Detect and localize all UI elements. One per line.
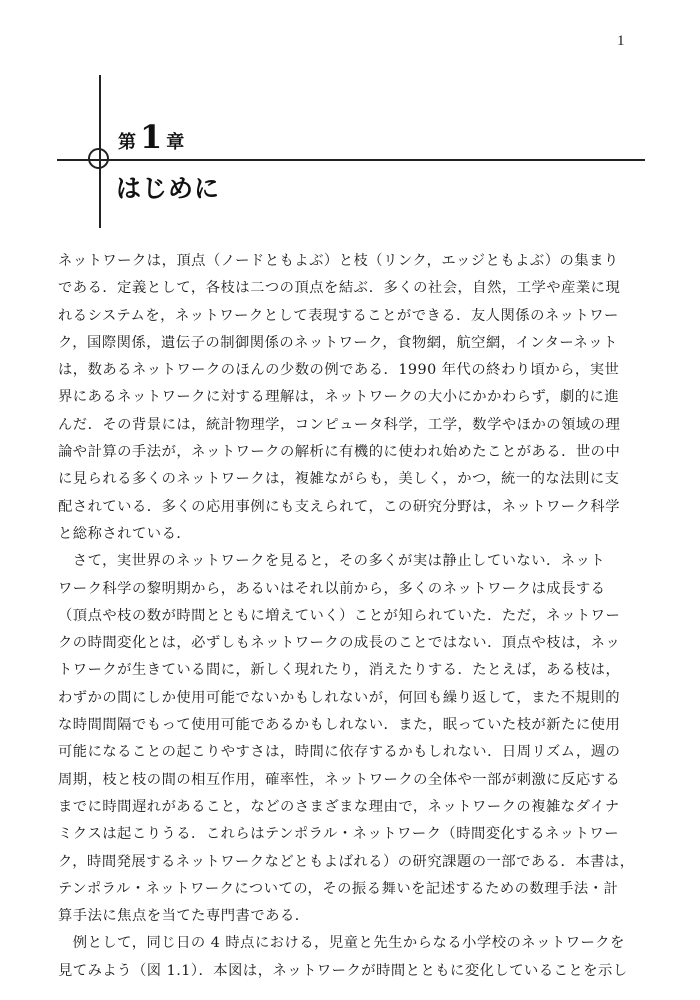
text-line: さて，実世界のネットワークを見ると，その多くが実は静止していない．ネット bbox=[58, 553, 606, 570]
text-line: ミクスは起こりうる．これらはテンポラル・ネットワーク（時間変化するネットワー bbox=[58, 826, 619, 843]
text-line: んだ．その背景には，統計物理学，コンピュータ科学，工学，数学やほかの領域の理 bbox=[58, 416, 621, 433]
text-line: ク，国際関係，遺伝子の制御関係のネットワーク，食物網，航空網，インターネット bbox=[58, 334, 618, 351]
text-line: までに時間遅れがあること，などのさまざまな理由で，ネットワークの複雑なダイナ bbox=[58, 798, 620, 815]
text-line: クの時間変化とは，必ずしもネットワークの成長のことではない．頂点や枝は，ネッ bbox=[58, 635, 621, 652]
chapter-ornament-horizontal-rule bbox=[57, 159, 645, 161]
text-line: 見てみよう（図 1.1）．本図は，ネットワークが時間とともに変化していることを示し bbox=[58, 962, 628, 979]
chapter-label bbox=[118, 118, 184, 158]
text-line: 算手法に焦点を当てた専門書である． bbox=[58, 908, 310, 925]
text-line: に見られる多くのネットワークは，複雑ながらも，美しく，かつ，統一的な法則に支 bbox=[58, 471, 620, 488]
text-line: である．定義として，各枝は二つの頂点を結ぶ．多くの社会，自然，工学や産業に現 bbox=[58, 280, 621, 297]
chapter-label-prefix: 第 bbox=[118, 132, 136, 153]
text-line: 可能になることの起こりやすさは，時間に依存するかもしれない．日周リズム，週の bbox=[58, 744, 621, 761]
text-line: トワークが生きている間に，新しく現れたり，消えたりする．たとえば，ある枝は， bbox=[58, 662, 621, 679]
text-line: 例として，同じ日の 4 時点における，児童と先生からなる小学校のネットワークを bbox=[58, 935, 625, 952]
text-line: テンポラル・ネットワークについての，その振る舞いを記述するための数理手法・計 bbox=[58, 880, 619, 897]
text-line: ネットワークは，頂点（ノードともよぶ）と枝（リンク，エッジともよぶ）の集まり bbox=[58, 253, 619, 269]
text-line: 界にあるネットワークに対する理解は，ネットワークの大小にかかわらず，劇的に進 bbox=[58, 389, 620, 406]
chapter-ornament-circle-icon bbox=[88, 148, 109, 169]
text-line: 周期，枝と枝の間の相互作用，確率性，ネットワークの全体や一部が刺激に反応する bbox=[58, 771, 621, 788]
text-line: 論や計算の手法が，ネットワークの解析に有機的に使われ始めたことがある．世の中 bbox=[58, 444, 621, 461]
text-line: ク，時間発展するネットワークなどともよばれる）の研究課題の一部である．本書は， bbox=[58, 853, 635, 870]
text-line: 配されている．多くの応用事例にも支えられて，この研究分野は，ネットワーク科学 bbox=[58, 498, 620, 515]
body-text bbox=[58, 248, 643, 985]
text-line: ワーク科学の黎明期から，あるいはそれ以前から，多くのネットワークは成長する bbox=[58, 580, 606, 597]
chapter-number: 1 bbox=[140, 118, 163, 156]
text-line: と総称されている． bbox=[58, 525, 192, 542]
chapter-title: はじめに bbox=[116, 174, 221, 203]
text-line: れるシステムを，ネットワークとして表現することができる．友人関係のネットワー bbox=[58, 307, 619, 324]
text-line: （頂点や枝の数が時間とともに増えていく）ことが知られていた．ただ，ネットワー bbox=[58, 607, 621, 624]
text-line: な時間間隔でもって使用可能であるかもしれない．また，眠っていた枝が新たに使用 bbox=[58, 717, 621, 734]
page-number: 1 bbox=[617, 33, 625, 49]
text-line: は，数あるネットワークのほんの少数の例である．1990 年代の終わり頃から，実世 bbox=[58, 362, 620, 379]
text-line: わずかの間にしか使用可能でないかもしれないが，何回も繰り返して，また不規則的 bbox=[58, 689, 620, 706]
chapter-label-suffix: 章 bbox=[166, 132, 185, 153]
